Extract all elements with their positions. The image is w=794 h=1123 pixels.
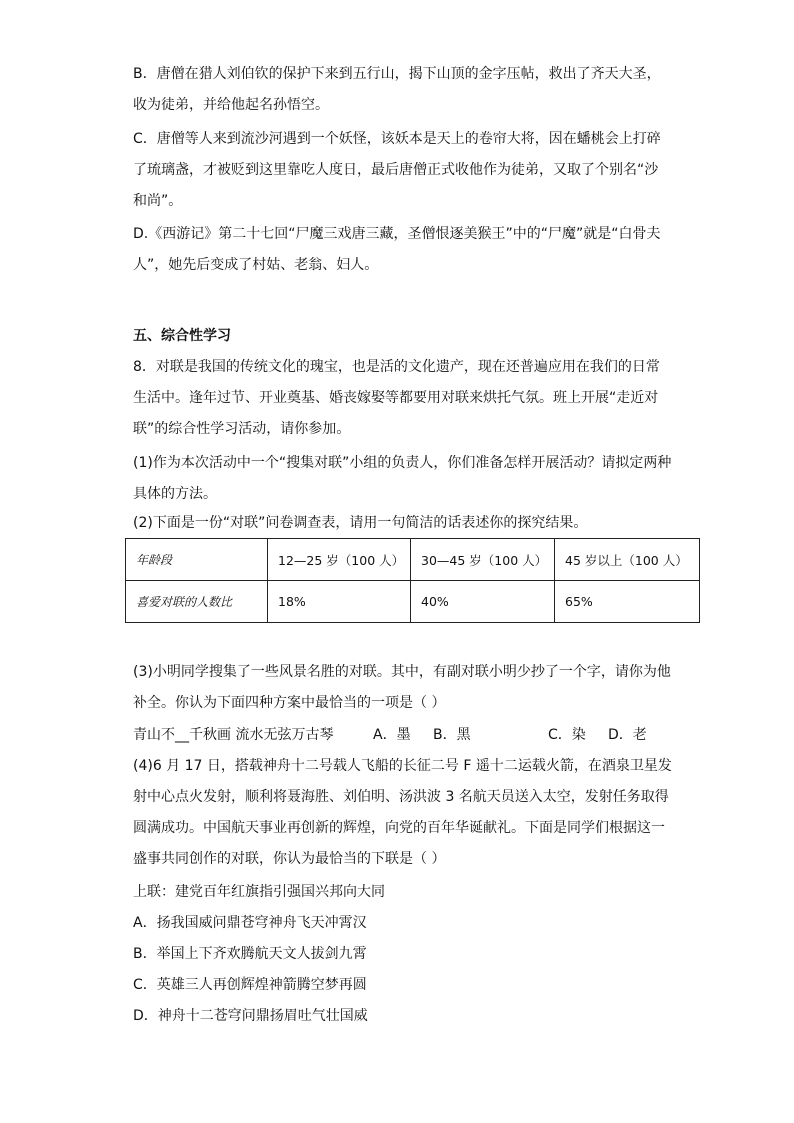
option-c: C．染	[548, 727, 586, 743]
q7-option-c-line1: C．唐僧等人来到流沙河遇到一个妖怪，该妖本是天上的卷帘大将，因在蟠桃会上打碎	[133, 131, 661, 147]
q8-sub4-line3: 圆满成功。中国航天事业再创新的辉煌，向党的百年华诞献礼。下面是同学们根据这一	[133, 820, 665, 836]
q8-sub4-line1: (4)6 月 17 日，搭载神舟十二号载人飞船的长征二号 F 遥十二运载火箭，在酒泉卫星发	[133, 758, 672, 774]
q7-option-b-line2: 收为徒弟，并给他起名孙悟空。	[133, 97, 329, 113]
q7-option-c-line3: 和尚”。	[133, 193, 183, 209]
q8-sub1-line1: (1)作为本次活动中一个“搜集对联”小组的负责人，你们准备怎样开展活动？请拟定两种	[133, 455, 672, 471]
couplet-text: 青山不__千秋画 流水无弦万古琴	[133, 727, 334, 743]
option-b: B．黑	[433, 727, 471, 743]
table-cell: 65%	[555, 581, 700, 623]
q8-sub1-line2: 具体的方法。	[133, 486, 217, 502]
q8-sub4-option-b: B．举国上下齐欢腾航天文人拔剑九霄	[133, 946, 367, 962]
q8-sub4-line4: 盛事共同创作的对联，你认为最恰当的下联是（ ）	[133, 851, 446, 867]
q8-sub4-line2: 射中心点火发射，顺利将聂海胜、刘伯明、汤洪波 3 名航天员送入太空，发射任务取得	[133, 789, 669, 805]
q8-sub4-option-a: A．扬我国威问鼎苍穹神舟飞天冲霄汉	[133, 915, 367, 931]
q8-intro-line3: 联”的综合性学习活动，请你参加。	[133, 421, 351, 437]
table-cell: 喜爱对联的人数比	[126, 581, 268, 623]
table-header-cell: 年龄段	[126, 539, 268, 581]
q7-option-c-line2: 了琉璃盏，才被贬到这里靠吃人度日，最后唐僧正式收他作为徒弟，又取了个别名“沙	[133, 162, 659, 178]
table-header-cell: 12—25 岁（100 人）	[268, 539, 411, 581]
q8-sub4-option-d: D．神舟十二苍穹问鼎扬眉吐气壮国威	[133, 1008, 368, 1024]
q8-sub3-line2: 补全。你认为下面四种方案中最恰当的一项是（ ）	[133, 695, 446, 711]
option-d: D．老	[608, 727, 647, 743]
table-row	[126, 539, 700, 581]
table-cell: 40%	[411, 581, 555, 623]
table-header-cell: 45 岁以上（100 人）	[555, 539, 700, 581]
table-cell: 18%	[268, 581, 411, 623]
q8-sub4-option-c: C．英雄三人再创辉煌神箭腾空梦再圆	[133, 977, 367, 993]
table-row	[126, 581, 700, 623]
q7-option-b-line1: B．唐僧在猎人刘伯钦的保护下来到五行山，揭下山顶的金字压帖，救出了齐天大圣，	[133, 66, 661, 82]
table-header-cell: 30—45 岁（100 人）	[411, 539, 555, 581]
survey-table	[125, 538, 700, 623]
section-title: 五、综合性学习	[133, 328, 231, 344]
q7-option-d-line1: D.《西游记》第二十七回“尸魔三戏唐三藏，圣僧恨逐美猴王”中的“尸魔”就是“白骨夫	[133, 226, 661, 242]
q8-intro-line1: 8．对联是我国的传统文化的瑰宝，也是活的文化遗产，现在还普遍应用在我们的日常	[133, 359, 660, 375]
q7-option-d-line2: 人”，她先后变成了村姑、老翁、妇人。	[133, 257, 379, 273]
q8-sub4-upper-couplet: 上联：建党百年红旗指引强国兴邦向大同	[133, 884, 385, 900]
q8-sub3-line1: (3)小明同学搜集了一些风景名胜的对联。其中，有副对联小明少抄了一个字，请你为他	[133, 664, 671, 680]
q8-sub2-line1: (2)下面是一份“对联”问卷调查表，请用一句简洁的话表述你的探究结果。	[133, 515, 588, 531]
option-a: A．墨	[373, 727, 411, 743]
q8-intro-line2: 生活中。逢年过节、开业奠基、婚丧嫁娶等都要用对联来烘托气氛。班上开展“走近对	[133, 390, 659, 406]
